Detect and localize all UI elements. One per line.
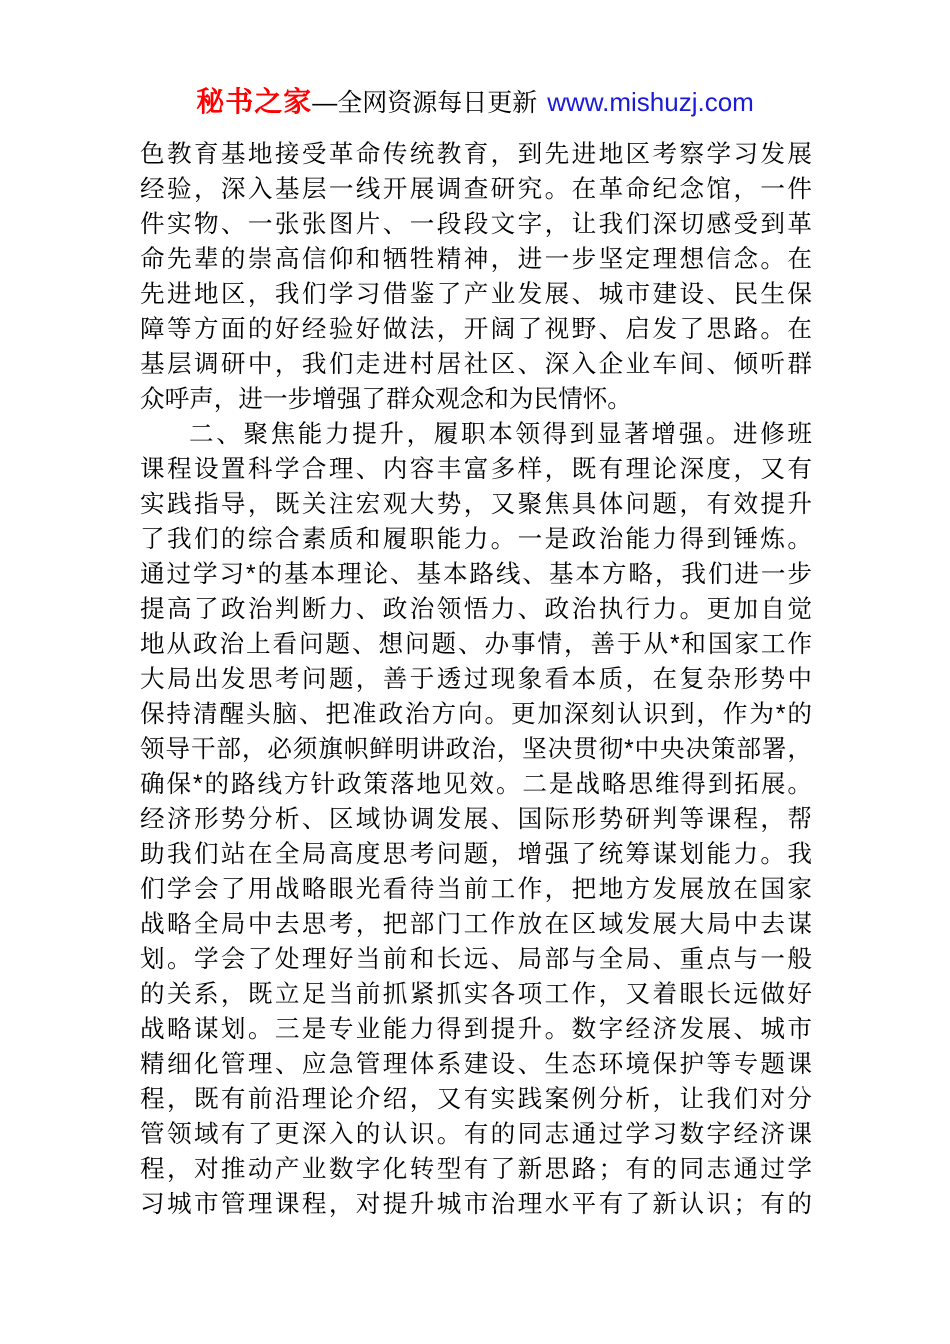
- text-line: 课程设置科学合理、内容丰富多样，既有理论深度，又有: [140, 456, 812, 483]
- text-line: 们学会了用战略眼光看待当前工作，把地方发展放在国家: [140, 876, 812, 903]
- document-body-text: [140, 137, 812, 1222]
- text-line: 保持清醒头脑、把准政治方向。更加深刻认识到，作为*的: [140, 701, 812, 728]
- text-line: 基层调研中，我们走进村居社区、深入企业车间、倾听群: [140, 351, 812, 378]
- text-line: 地从政治上看问题、想问题、办事情，善于从*和国家工作: [140, 631, 812, 658]
- text-line: 障等方面的好经验好做法，开阔了视野、启发了思路。在: [140, 316, 812, 343]
- text-line: 确保*的路线方针政策落地见效。二是战略思维得到拓展。: [140, 771, 812, 798]
- text-line: 经济形势分析、区域协调发展、国际形势研判等课程，帮: [140, 806, 812, 833]
- text-line: 经验，深入基层一线开展调查研究。在革命纪念馆，一件: [140, 176, 812, 203]
- text-line: 程，既有前沿理论介绍，又有实践案例分析，让我们对分: [140, 1086, 812, 1113]
- text-line: 程，对推动产业数字化转型有了新思路；有的同志通过学: [140, 1156, 812, 1183]
- text-line: 色教育基地接受革命传统教育，到先进地区考察学习发展: [140, 141, 812, 168]
- text-line: 管领域有了更深入的认识。有的同志通过学习数字经济课: [140, 1121, 812, 1148]
- text-line: 的关系，既立足当前抓紧抓实各项工作，又着眼长远做好: [140, 981, 812, 1008]
- text-line: 先进地区，我们学习借鉴了产业发展、城市建设、民生保: [140, 281, 812, 308]
- text-line: 战略谋划。三是专业能力得到提升。数字经济发展、城市: [140, 1016, 812, 1043]
- text-line: 领导干部，必须旗帜鲜明讲政治，坚决贯彻*中央决策部署，: [140, 736, 812, 763]
- text-line: 划。学会了处理好当前和长远、局部与全局、重点与一般: [140, 946, 812, 973]
- text-line: 了我们的综合素质和履职能力。一是政治能力得到锤炼。: [140, 526, 812, 553]
- text-line: 众呼声，进一步增强了群众观念和为民情怀。: [140, 386, 632, 413]
- text-line: 助我们站在全局高度思考问题，增强了统筹谋划能力。我: [140, 841, 812, 868]
- text-line: 大局出发思考问题，善于透过现象看本质，在复杂形势中: [140, 666, 812, 693]
- text-line: 件实物、一张张图片、一段段文字，让我们深切感受到革: [140, 211, 812, 238]
- site-tagline: —全网资源每日更新: [312, 89, 538, 117]
- site-url-link[interactable]: www.mishuzj.com: [547, 87, 754, 117]
- text-line: 二、聚焦能力提升，履职本领得到显著增强。进修班: [189, 421, 812, 448]
- text-line: 精细化管理、应急管理体系建设、生态环境保护等专题课: [140, 1051, 812, 1078]
- text-line: 实践指导，既关注宏观大势，又聚焦具体问题，有效提升: [140, 491, 812, 518]
- text-line: 战略全局中去思考，把部门工作放在区域发展大局中去谋: [140, 911, 812, 938]
- site-header: [0, 86, 950, 123]
- text-line: 提高了政治判断力、政治领悟力、政治执行力。更加自觉: [140, 596, 812, 623]
- text-line: 通过学习*的基本理论、基本路线、基本方略，我们进一步: [140, 561, 812, 588]
- site-brand: 秘书之家: [196, 86, 313, 117]
- text-line: 命先辈的崇高信仰和牺牲精神，进一步坚定理想信念。在: [140, 246, 812, 273]
- text-line: 习城市管理课程，对提升城市治理水平有了新认识；有的: [140, 1191, 812, 1218]
